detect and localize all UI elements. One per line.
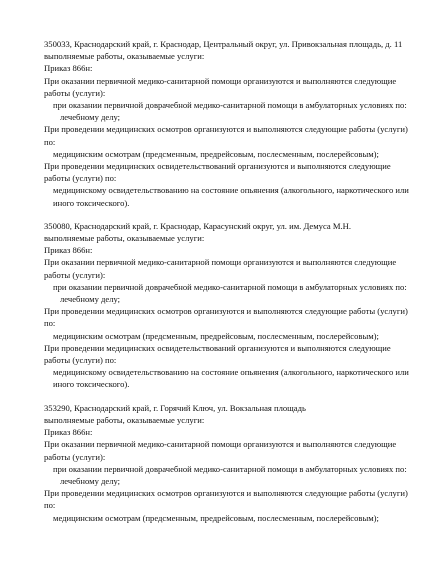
works-label: выполняемые работы, оказываемые услуги: bbox=[44, 233, 205, 244]
address-block-3 bbox=[44, 402, 414, 524]
address-block-2 bbox=[44, 220, 414, 391]
order-reference: Приказ 866н: bbox=[44, 427, 93, 438]
primary-care-text: При оказании первичной медико-санитарной помощи организуются и выполняются следующие работы (услуги): bbox=[44, 257, 397, 280]
address-block-1 bbox=[44, 38, 414, 209]
medical-work-text: лечебному делу; bbox=[60, 475, 121, 486]
ambulatory-text: при оказании первичной доврачебной медико-санитарной помощи в амбулаторных условиях по: bbox=[53, 281, 407, 292]
exam-types-text: медицинским осмотрам (предсменным, предрейсовым, послесменным, послерейсовым); bbox=[53, 512, 379, 523]
certifications-text: При проведении медицинских освидетельствований организуются и выполняются следующие работы (услуги) по: bbox=[44, 342, 391, 366]
exam-types-text: медицинским осмотрам (предсменным, предрейсовым, послесменным, послерейсовым); bbox=[53, 330, 379, 341]
ambulatory-text: при оказании первичной доврачебной медико-санитарной помощи в амбулаторных условиях по: bbox=[53, 100, 407, 111]
document-page bbox=[44, 38, 414, 535]
ambulatory-text: при оказании первичной доврачебной медико-санитарной помощи в амбулаторных условиях по: bbox=[53, 463, 407, 474]
exams-text: При проведении медицинских осмотров организуются и выполняются следующие работы (услуги) по: bbox=[44, 488, 408, 511]
medical-work-text: лечебному делу; bbox=[60, 294, 121, 305]
order-reference: Приказ 866н: bbox=[44, 63, 93, 74]
primary-care-text: При оказании первичной медико-санитарной помощи организуются и выполняются следующие работы (услуги): bbox=[44, 75, 397, 98]
primary-care-text: При оказании первичной медико-санитарной помощи организуются и выполняются следующие работы (услуги): bbox=[44, 439, 397, 462]
works-label: выполняемые работы, оказываемые услуги: bbox=[44, 51, 205, 62]
medical-work-text: лечебному делу; bbox=[60, 112, 121, 123]
intoxication-text: медицинскому освидетельствованию на состояние опьянения (алкогольного, наркотического или иного токсического). bbox=[53, 185, 409, 208]
certifications-text: При проведении медицинских освидетельствований организуются и выполняются следующие работы (услуги) по: bbox=[44, 161, 391, 184]
exams-text: При проведении медицинских осмотров организуются и выполняются следующие работы (услуги) по: bbox=[44, 124, 408, 147]
order-reference: Приказ 866н: bbox=[44, 245, 93, 256]
address-line: 353290, Краснодарский край, г. Горячий Ключ, ул. Вокзальная площадь bbox=[44, 402, 306, 413]
exam-types-text: медицинским осмотрам (предсменным, предрейсовым, послесменным, послерейсовым); bbox=[53, 148, 379, 159]
address-line: 350033, Краснодарский край, г. Краснодар, Центральный округ, ул. Привокзальная площадь, д. 11 bbox=[44, 39, 403, 49]
exams-text: При проведении медицинских осмотров организуются и выполняются следующие работы (услуги) по: bbox=[44, 306, 408, 329]
address-line: 350080, Краснодарский край, г. Краснодар, Карасунский округ, ул. им. Демуса М.Н. bbox=[44, 220, 351, 231]
works-label: выполняемые работы, оказываемые услуги: bbox=[44, 414, 205, 425]
intoxication-text: медицинскому освидетельствованию на состояние опьянения (алкогольного, наркотического или иного токсического). bbox=[53, 367, 409, 390]
